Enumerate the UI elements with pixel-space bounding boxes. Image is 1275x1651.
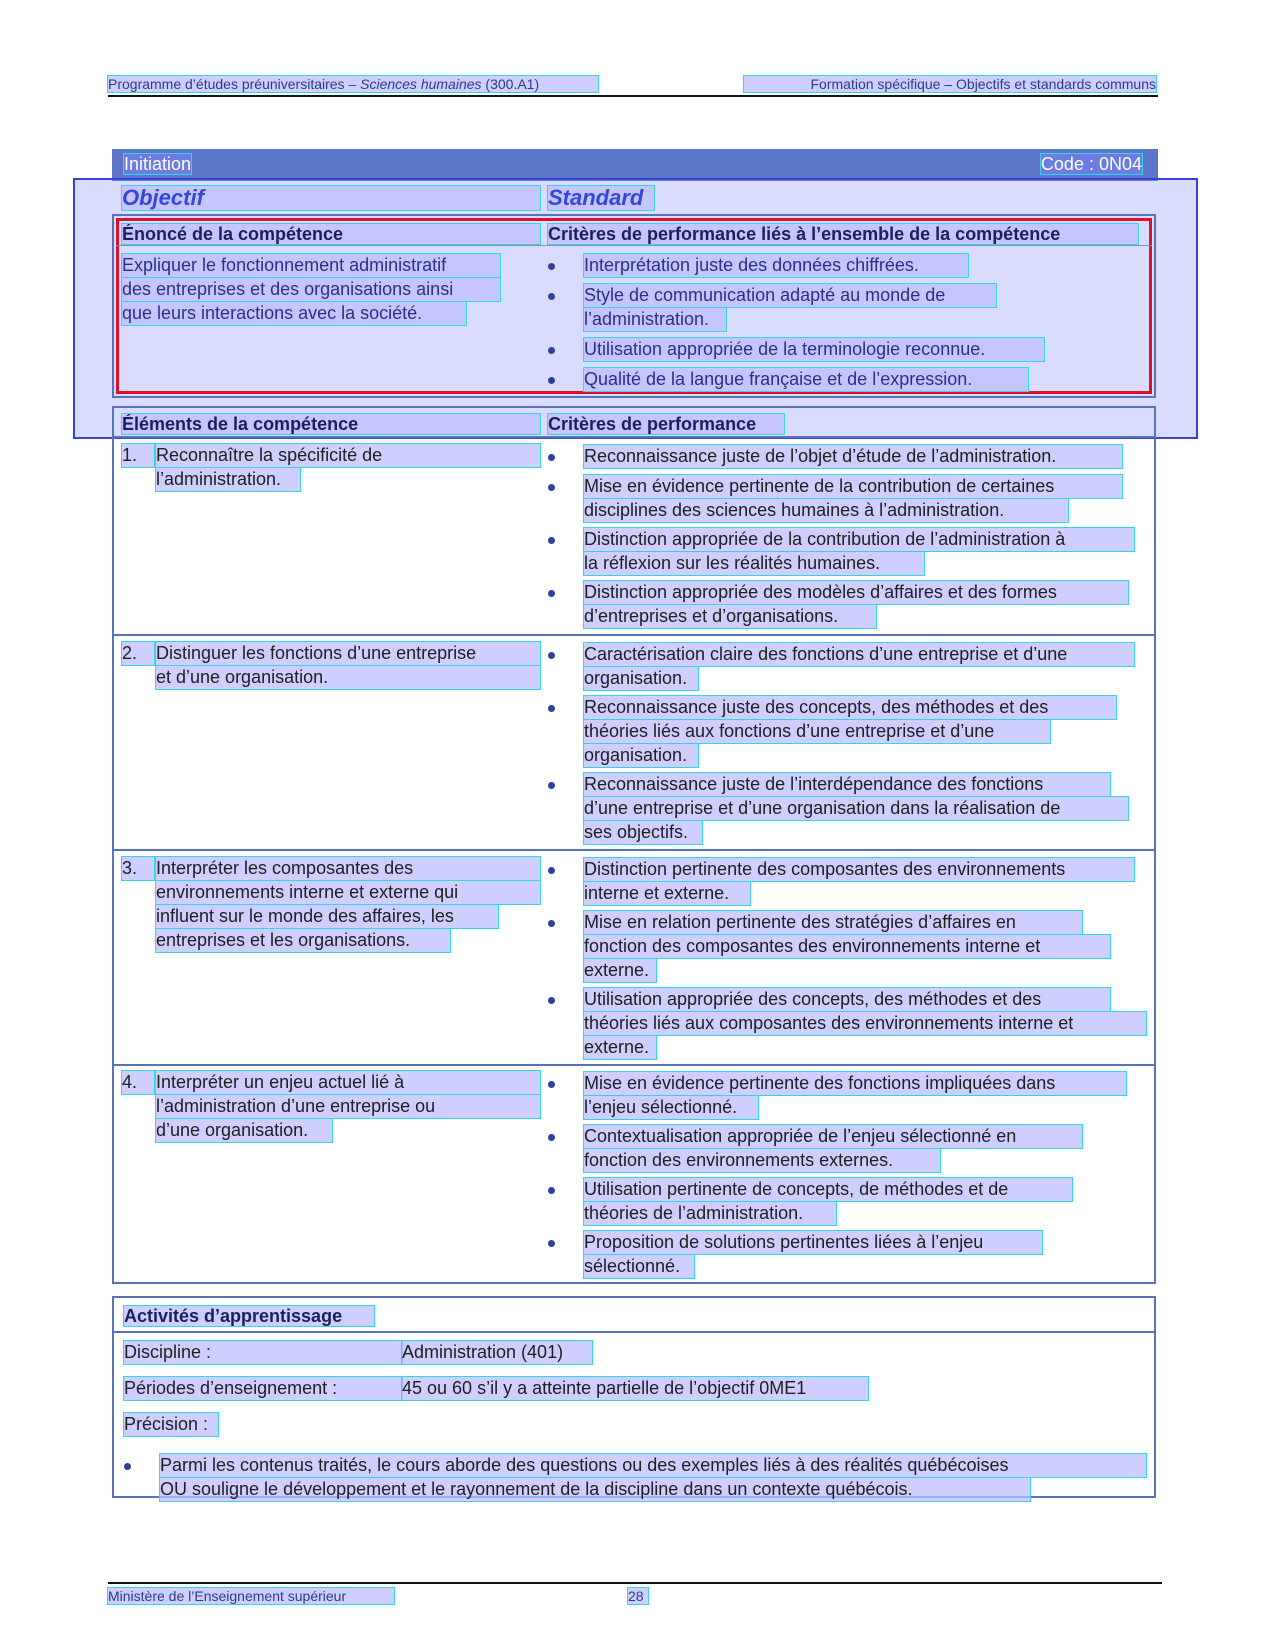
bullet-icon — [548, 997, 555, 1004]
header-program-code: (300.A1) — [481, 76, 540, 92]
precision-text-line: Parmi les contenus traités, le cours aborde des questions ou des exemples liés à des réalités québécoises — [160, 1454, 1146, 1477]
discipline-label: Discipline : — [124, 1341, 402, 1364]
element-number: 4. — [122, 1071, 154, 1094]
criterion-line: Utilisation appropriée de la terminologie reconnue. — [584, 338, 1044, 361]
elements-criteria-heading: Critères de performance — [548, 414, 784, 434]
criterion-line: fonction des environnements externes. — [584, 1149, 940, 1172]
header-program-name: Sciences humaines — [360, 76, 482, 92]
criterion-line: Mise en évidence pertinente de la contribution de certaines — [584, 475, 1122, 498]
competence-statement-line: Expliquer le fonctionnement administratif — [122, 254, 500, 277]
bullet-icon — [548, 484, 555, 491]
bullet-icon — [548, 705, 555, 712]
criterion-line: externe. — [584, 1036, 656, 1059]
criterion-line: Distinction appropriée de la contribution de l’administration à — [584, 528, 1134, 551]
element-text-line: et d’une organisation. — [156, 666, 540, 689]
footer-ministry: Ministère de l’Enseignement supérieur — [108, 1588, 394, 1604]
bullet-icon — [548, 454, 555, 461]
bullet-icon — [548, 782, 555, 789]
precision-label: Précision : — [124, 1413, 218, 1436]
criterion-line: Reconnaissance juste de l’interdépendance des fonctions — [584, 773, 1110, 796]
precision-text-line: OU souligne le développement et le rayonnement de la discipline dans un contexte québécois. — [160, 1478, 1030, 1501]
criterion-line: Mise en évidence pertinente des fonctions impliquées dans — [584, 1072, 1126, 1095]
bullet-icon — [548, 590, 555, 597]
criterion-line: Proposition de solutions pertinentes liées à l’enjeu — [584, 1231, 1042, 1254]
criterion-line: l’administration. — [584, 308, 726, 331]
header-program — [108, 76, 598, 92]
bullet-icon — [548, 1240, 555, 1247]
criterion-line: théories de l’administration. — [584, 1202, 836, 1225]
criterion-line: théories liés aux composantes des environnements interne et — [584, 1012, 1146, 1035]
header-section: Formation spécifique – Objectifs et standards communs — [744, 76, 1156, 92]
course-code: Code : 0N04 — [1040, 154, 1142, 174]
element-text-line: Interpréter les composantes des — [156, 857, 540, 880]
objective-heading: Objectif — [122, 186, 540, 210]
header-rule — [108, 95, 1158, 97]
criterion-line: Caractérisation claire des fonctions d’une entreprise et d’une — [584, 643, 1134, 666]
criterion-line: l’enjeu sélectionné. — [584, 1096, 758, 1119]
bullet-icon — [124, 1463, 131, 1470]
bullet-icon — [548, 867, 555, 874]
activities-heading: Activités d’apprentissage — [124, 1306, 374, 1326]
criterion-line: Mise en relation pertinente des stratégies d’affaires en — [584, 911, 1082, 934]
criterion-line: Utilisation pertinente de concepts, de méthodes et de — [584, 1178, 1072, 1201]
criterion-line: Utilisation appropriée des concepts, des méthodes et des — [584, 988, 1110, 1011]
criterion-line: interne et externe. — [584, 882, 750, 905]
criterion-line: Reconnaissance juste des concepts, des méthodes et des — [584, 696, 1116, 719]
criterion-line: ses objectifs. — [584, 821, 702, 844]
element-text-line: Distinguer les fonctions d’une entreprise — [156, 642, 540, 665]
criterion-line: organisation. — [584, 667, 698, 690]
course-title: Initiation — [124, 154, 192, 174]
element-text-line: l’administration d’une entreprise ou — [156, 1095, 540, 1118]
course-title-bar — [112, 149, 1158, 181]
criterion-line: externe. — [584, 959, 656, 982]
row-divider — [112, 634, 1156, 636]
criterion-line: Qualité de la langue française et de l’expression. — [584, 368, 1028, 391]
bullet-icon — [548, 263, 555, 270]
element-text-line: l’administration. — [156, 468, 300, 491]
element-text-line: Reconnaître la spécificité de — [156, 444, 540, 467]
competence-statement-heading: Énoncé de la compétence — [122, 224, 540, 244]
bullet-icon — [548, 377, 555, 384]
bullet-icon — [548, 920, 555, 927]
elements-heading: Éléments de la compétence — [122, 414, 540, 434]
periods-label: Périodes d’enseignement : — [124, 1377, 402, 1400]
criterion-line: fonction des composantes des environnements interne et — [584, 935, 1110, 958]
criterion-line: Distinction appropriée des modèles d’affaires et des formes — [584, 581, 1128, 604]
criterion-line: théories liés aux fonctions d’une entreprise et d’une — [584, 720, 1050, 743]
element-text-line: influent sur le monde des affaires, les — [156, 905, 498, 928]
criterion-line: la réflexion sur les réalités humaines. — [584, 552, 924, 575]
standard-heading: Standard — [548, 186, 654, 210]
element-text-line: Interpréter un enjeu actuel lié à — [156, 1071, 540, 1094]
criterion-line: d’une entreprise et d’une organisation dans la réalisation de — [584, 797, 1128, 820]
element-text-line: environnements interne et externe qui — [156, 881, 540, 904]
bullet-icon — [548, 293, 555, 300]
criterion-line: d’entreprises et d’organisations. — [584, 605, 876, 628]
page-number: 28 — [628, 1588, 648, 1604]
criterion-line: sélectionné. — [584, 1255, 694, 1278]
competence-statement-line: des entreprises et des organisations ainsi — [122, 278, 500, 301]
footer-rule — [108, 1582, 1162, 1584]
competence-header-divider — [116, 245, 1152, 246]
discipline-value: Administration (401) — [402, 1341, 592, 1364]
element-text-line: entreprises et les organisations. — [156, 929, 450, 952]
bullet-icon — [548, 1081, 555, 1088]
element-number: 3. — [122, 857, 154, 880]
bullet-icon — [548, 1187, 555, 1194]
element-number: 1. — [122, 444, 154, 467]
criterion-line: Distinction pertinente des composantes des environnements — [584, 858, 1134, 881]
bullet-icon — [548, 652, 555, 659]
element-number: 2. — [122, 642, 154, 665]
criterion-line: disciplines des sciences humaines à l’administration. — [584, 499, 1068, 522]
bullet-icon — [548, 347, 555, 354]
criterion-line: Contextualisation appropriée de l’enjeu sélectionné en — [584, 1125, 1082, 1148]
criterion-line: Interprétation juste des données chiffrées. — [584, 254, 968, 277]
row-divider — [112, 849, 1156, 851]
bullet-icon — [548, 537, 555, 544]
criterion-line: Reconnaissance juste de l’objet d’étude de l’administration. — [584, 445, 1122, 468]
element-text-line: d’une organisation. — [156, 1119, 332, 1142]
competence-criteria-heading: Critères de performance liés à l’ensemble de la compétence — [548, 224, 1138, 244]
activities-header-divider — [112, 1331, 1156, 1333]
criterion-line: Style de communication adapté au monde de — [584, 284, 996, 307]
bullet-icon — [548, 1134, 555, 1141]
criterion-line: organisation. — [584, 744, 698, 767]
header-program-prefix: Programme d’études préuniversitaires – — [108, 76, 361, 92]
row-divider — [112, 1064, 1156, 1066]
elements-header-divider — [112, 436, 1156, 438]
periods-value: 45 ou 60 s’il y a atteinte partielle de l’objectif 0ME1 — [402, 1377, 868, 1400]
competence-statement-line: que leurs interactions avec la société. — [122, 302, 466, 325]
